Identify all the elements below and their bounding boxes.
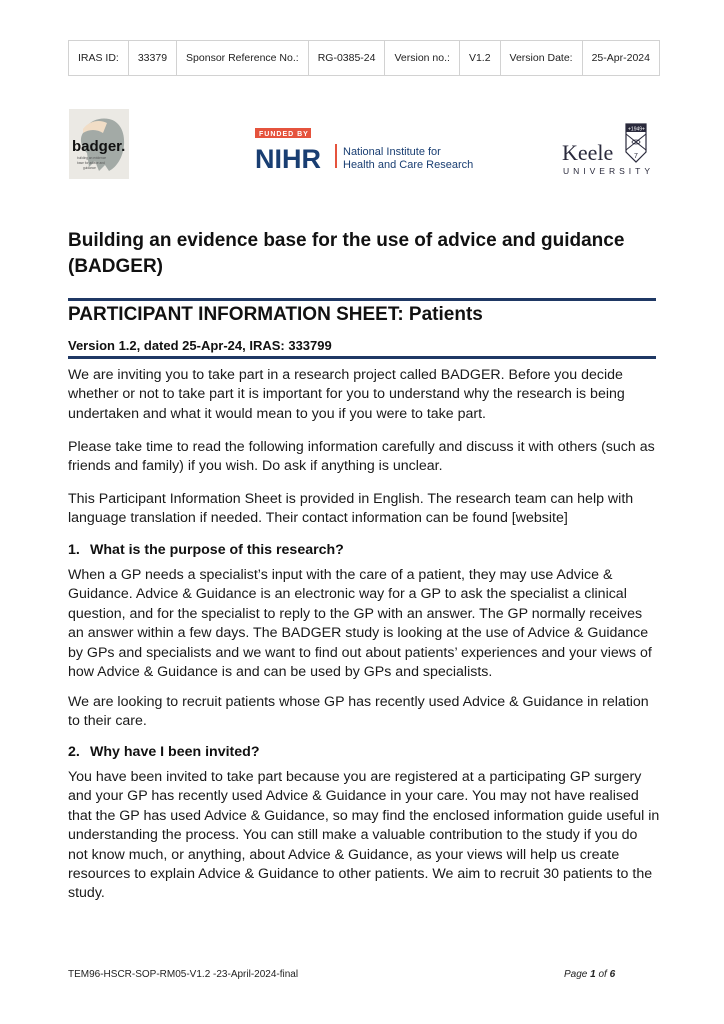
badger-logo-wordmark: badger. — [72, 138, 126, 155]
version-no-value: V1.2 — [459, 41, 500, 76]
nihr-funded-by: FUNDED BY — [259, 131, 309, 138]
intro-paragraph: This Participant Information Sheet is provided in English. The research team can help with language translation if needed. Their contact information can be found [website] — [68, 491, 634, 527]
page-of: of — [598, 969, 607, 980]
footer-doc-ref: TEM96-HSCR-SOP-RM05-V1.2 -23-April-2024-final — [68, 969, 299, 980]
sponsor-ref-label: Sponsor Reference No.: — [177, 41, 309, 76]
badger-silhouette-icon — [69, 109, 129, 179]
intro-paragraph: We are inviting you to take part in a research project called BADGER. Before you decide whether or not to take part it is important for you to understand why the research is being undertaken and what it would mean to you if you were to take part. — [68, 367, 625, 422]
section-paragraph: When a GP needs a specialist’s input with the care of a patient, they may use Advice & Guidance. Advice & Guidance is an electronic way for a GP to ask the specialist a clinical question, and for the specialist to reply to the GP with an answer. The GP normally receives an answer within a few days. The BADGER study is looking at the use of Advice & Guidance by GPs and specialists and we want to find out about patients’ experiences and your views of how Advice & Guidance is and can be used by GPs and specialists. — [68, 567, 652, 681]
nihr-line2: Health and Care Research — [343, 159, 474, 171]
keele-wordmark: Keele — [562, 140, 614, 165]
page-total: 6 — [609, 969, 616, 980]
section-heading-text: Why have I been invited? — [90, 744, 260, 760]
keele-university-text: UNIVERSITY — [563, 166, 655, 176]
title-rule-top — [68, 298, 656, 301]
svg-text:base for advice and: base for advice and — [77, 161, 105, 165]
version-date-value: 25-Apr-2024 — [582, 41, 659, 76]
page-word: Page — [564, 969, 588, 980]
nihr-acronym: NIHR — [255, 144, 321, 173]
version-date-label: Version Date: — [500, 41, 582, 76]
section-paragraph: We are looking to recruit patients whose GP has recently used Advice & Guidance in relation to their care. — [68, 694, 649, 730]
document-header-table — [68, 40, 660, 76]
keele-crest-icon — [626, 124, 646, 162]
document-title: Building an evidence base for the use of advice and guidance (BADGER) — [68, 230, 625, 277]
footer-page-number — [564, 969, 615, 980]
svg-text:building an evidence: building an evidence — [77, 156, 107, 160]
page-current: 1 — [590, 969, 596, 980]
section-number: 2. — [68, 744, 80, 760]
svg-text:+1949+: +1949+ — [628, 126, 645, 133]
svg-text:7: 7 — [634, 153, 638, 160]
iras-id-value: 33379 — [128, 41, 176, 76]
nihr-line1: National Institute for — [343, 146, 441, 158]
section-number: 1. — [68, 542, 80, 558]
nihr-logo — [255, 128, 485, 173]
version-no-label: Version no.: — [385, 41, 459, 76]
section-heading-text: What is the purpose of this research? — [90, 542, 344, 558]
iras-id-label: IRAS ID: — [69, 41, 129, 76]
intro-paragraph: Please take time to read the following information carefully and discuss it with others (such as friends and family) if you wish. Do ask if anything is unclear. — [68, 439, 655, 475]
sponsor-ref-value: RG-0385-24 — [308, 41, 385, 76]
sheet-title: PARTICIPANT INFORMATION SHEET: Patients — [68, 304, 483, 325]
badger-logo — [69, 109, 129, 179]
section-heading — [68, 542, 344, 558]
title-rule-bottom — [68, 356, 656, 359]
keele-university-logo — [560, 122, 670, 178]
svg-text:guidance: guidance — [83, 166, 96, 170]
section-paragraph: You have been invited to take part because you are registered at a participating GP surgery and your GP has recently used Advice & Guidance in your care. You may not have realised that the GP has used Advice & Guidance, so may find the enclosed information guide useful in understanding the process. You can still make a valuable contribution to the study if you do not know much, or anything, about Advice & Guidance, as your views will help us create resources to explain Advice & Guidance to other patients. We aim to recruit 30 patients to the study. — [68, 769, 660, 902]
section-heading — [68, 744, 260, 760]
version-line: Version 1.2, dated 25-Apr-24, IRAS: 333799 — [68, 338, 332, 353]
